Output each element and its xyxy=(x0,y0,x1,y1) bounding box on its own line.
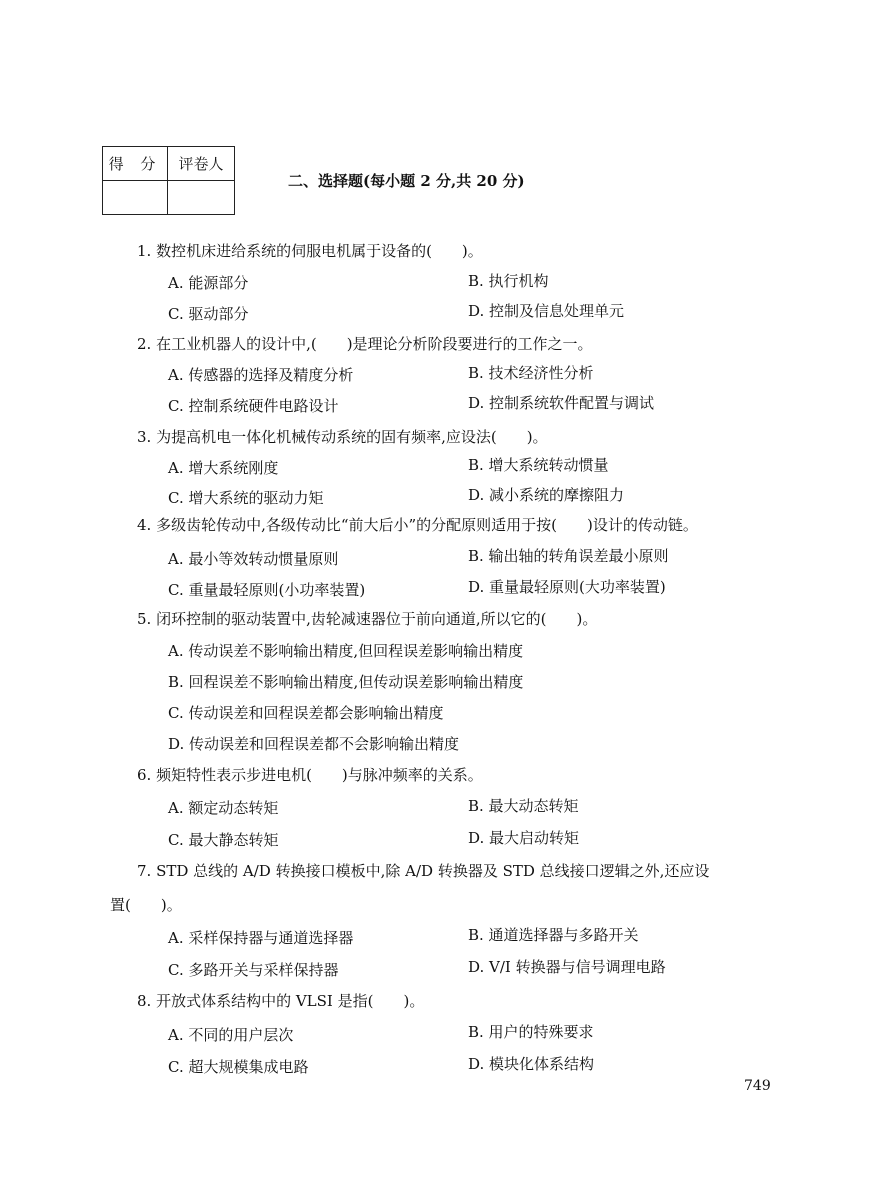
score-label: 得 分 xyxy=(103,147,168,181)
question-4-option-a[interactable]: A. 最小等效转动惯量原则 xyxy=(168,550,339,568)
question-5-stem: 5. 闭环控制的驱动装置中,齿轮减速器位于前向通道,所以它的( )。 xyxy=(137,610,598,628)
question-5-option-d[interactable]: D. 传动误差和回程误差都不会影响输出精度 xyxy=(168,735,460,753)
question-6-option-b[interactable]: B. 最大动态转矩 xyxy=(468,797,579,815)
question-3-option-d[interactable]: D. 减小系统的摩擦阻力 xyxy=(468,486,625,504)
section-title: 二、选择题(每小题 2 分,共 20 分) xyxy=(288,172,525,190)
question-6-stem: 6. 频矩特性表示步进电机( )与脉冲频率的关系。 xyxy=(137,766,483,784)
question-7-option-d[interactable]: D. V/I 转换器与信号调理电路 xyxy=(468,958,666,976)
question-3-option-a[interactable]: A. 增大系统刚度 xyxy=(168,459,279,477)
score-cell[interactable] xyxy=(103,181,168,215)
question-2-option-c[interactable]: C. 控制系统硬件电路设计 xyxy=(168,397,339,415)
question-3-option-c[interactable]: C. 增大系统的驱动力矩 xyxy=(168,489,324,507)
question-4-option-b[interactable]: B. 输出轴的转角误差最小原则 xyxy=(468,547,669,565)
question-5-option-a[interactable]: A. 传动误差不影响输出精度,但回程误差影响输出精度 xyxy=(168,642,524,660)
question-6-option-a[interactable]: A. 额定动态转矩 xyxy=(168,799,279,817)
page-number: 749 xyxy=(744,1078,771,1094)
question-1-option-a[interactable]: A. 能源部分 xyxy=(168,274,249,292)
question-6-option-c[interactable]: C. 最大静态转矩 xyxy=(168,831,279,849)
question-4-option-d[interactable]: D. 重量最轻原则(大功率装置) xyxy=(468,578,666,596)
question-7-option-b[interactable]: B. 通道选择器与多路开关 xyxy=(468,926,639,944)
grader-cell[interactable] xyxy=(168,181,235,215)
question-1-option-d[interactable]: D. 控制及信息处理单元 xyxy=(468,302,625,320)
question-3-stem: 3. 为提高机电一体化机械传动系统的固有频率,应设法( )。 xyxy=(137,428,548,446)
question-8-option-c[interactable]: C. 超大规模集成电路 xyxy=(168,1058,309,1076)
question-6-option-d[interactable]: D. 最大启动转矩 xyxy=(468,829,580,847)
grader-label: 评卷人 xyxy=(168,147,235,181)
question-8-stem: 8. 开放式体系结构中的 VLSI 是指( )。 xyxy=(137,992,425,1010)
question-3-option-b[interactable]: B. 增大系统转动惯量 xyxy=(468,456,609,474)
question-5-option-b[interactable]: B. 回程误差不影响输出精度,但传动误差影响输出精度 xyxy=(168,673,524,691)
question-4-stem: 4. 多级齿轮传动中,各级传动比“前大后小”的分配原则适用于按( )设计的传动链。 xyxy=(137,516,698,534)
question-8-option-b[interactable]: B. 用户的特殊要求 xyxy=(468,1023,594,1041)
question-7-option-a[interactable]: A. 采样保持器与通道选择器 xyxy=(168,929,354,947)
question-8-option-a[interactable]: A. 不同的用户层次 xyxy=(168,1026,294,1044)
question-8-option-d[interactable]: D. 模块化体系结构 xyxy=(468,1055,595,1073)
question-2-option-d[interactable]: D. 控制系统软件配置与调试 xyxy=(468,394,655,412)
question-4-option-c[interactable]: C. 重量最轻原则(小功率装置) xyxy=(168,581,366,599)
question-2-stem: 2. 在工业机器人的设计中,( )是理论分析阶段要进行的工作之一。 xyxy=(137,335,593,353)
score-table xyxy=(102,146,235,215)
question-5-option-c[interactable]: C. 传动误差和回程误差都会影响输出精度 xyxy=(168,704,444,722)
question-2-option-b[interactable]: B. 技术经济性分析 xyxy=(468,364,594,382)
question-1-option-b[interactable]: B. 执行机构 xyxy=(468,272,549,290)
question-7-option-c[interactable]: C. 多路开关与采样保持器 xyxy=(168,961,339,979)
question-2-option-a[interactable]: A. 传感器的选择及精度分析 xyxy=(168,366,354,384)
question-7-stem: 7. STD 总线的 A/D 转换接口模板中,除 A/D 转换器及 STD 总线接口逻辑之外,还应设 xyxy=(137,862,710,880)
question-7-stem-continuation: 置( )。 xyxy=(110,896,182,914)
question-1-stem: 1. 数控机床进给系统的伺服电机属于设备的( )。 xyxy=(137,242,483,260)
question-1-option-c[interactable]: C. 驱动部分 xyxy=(168,305,249,323)
